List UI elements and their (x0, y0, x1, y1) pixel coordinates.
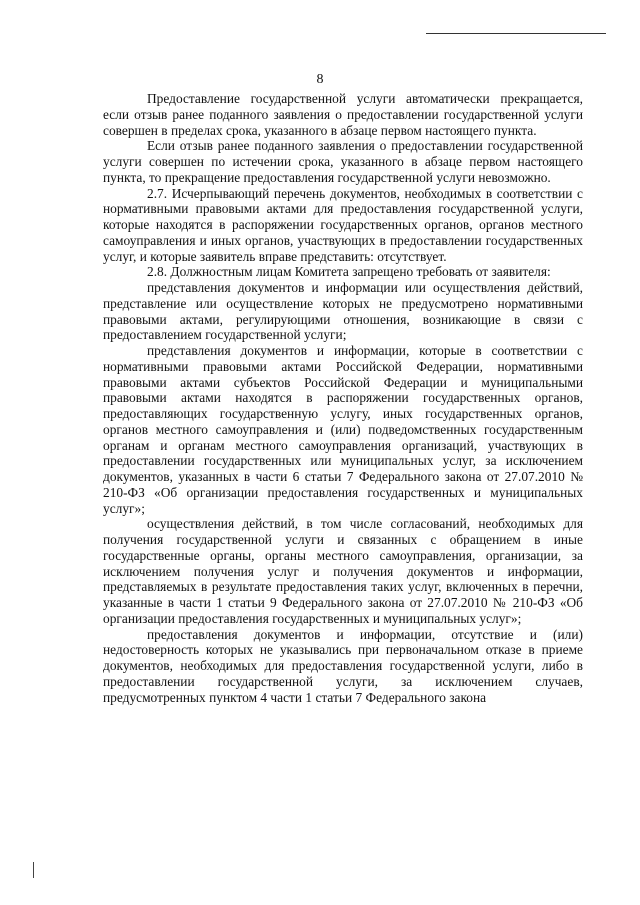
paragraph-2-8-item-1: представления документов и информации или осуществления действий, представление или осуществление которых не предусмотрено нормативными правовыми актами, регулирующими отношения, возникающие в связи с предоставлением государственной услуги; (103, 280, 583, 343)
header-rule (426, 33, 606, 34)
page-number: 8 (316, 72, 324, 87)
paragraph-service-termination: Предоставление государственной услуги автоматически прекращается, если отзыв ранее поданного заявления о предоставлении государственной услуги совершен в пределах срока, указанного в абзаце первом настоящего пункта. (103, 91, 583, 138)
paragraph-2-7: 2.7. Исчерпывающий перечень документов, необходимых в соответствии с нормативными правовыми актами для предоставления государственной услуги, которые находятся в распоряжении государственных органов, органов местного самоуправления и иных органов, участвующих в предоставлении государственных услуг, и которые заявитель вправе представить: отсутствует. (103, 185, 583, 264)
paragraph-2-8-item-3: осуществления действий, в том числе согласований, необходимых для получения государственной услуги и связанных с обращением в иные государственные органы, органы местного самоуправления, организации, за исключением получения услуг и получения документов и информации, представляемых в результате предоставления таких услуг, включенных в перечни, указанные в части 1 статьи 9 Федерального закона от 27.07.2010 № 210-ФЗ «Об организации предоставления государственных и муниципальных услуг»; (103, 516, 583, 626)
paragraph-2-8-item-4: предоставления документов и информации, отсутствие и (или) недостоверность которых не указывались при первоначальном отказе в приеме документов, необходимых для предоставления государственной услуги, либо в предоставлении государственной услуги, за исключением случаев, предусмотренных пунктом 4 части 1 статьи 7 Федерального закона (103, 626, 583, 705)
paragraph-2-8: 2.8. Должностным лицам Комитета запрещено требовать от заявителя: (147, 264, 551, 280)
margin-mark (33, 862, 34, 878)
document-body (103, 91, 583, 705)
paragraph-2-8-item-2: представления документов и информации, которые в соответствии с нормативными правовыми актами Российской Федерации, нормативными правовыми актами субъектов Российской Федерации и муниципальными правовыми актами находятся в распоряжении государственных органов, предоставляющих государственную услугу, иных государственных органов, органов местного самоуправления и (или) подведомственных государственным органам и органам местного самоуправления организаций, участвующих в предоставлении государственных или муниципальных услуг, за исключением документов, указанных в части 6 статьи 7 Федерального закона от 27.07.2010 № 210-ФЗ «Об организации предоставления государственных и муниципальных услуг»; (103, 343, 583, 516)
paragraph-withdrawal-late: Если отзыв ранее поданного заявления о предоставлении государственной услуги совершен по истечении срока, указанного в абзаце первом настоящего пункта, то прекращение предоставления государственной услуги невозможно. (103, 138, 583, 185)
